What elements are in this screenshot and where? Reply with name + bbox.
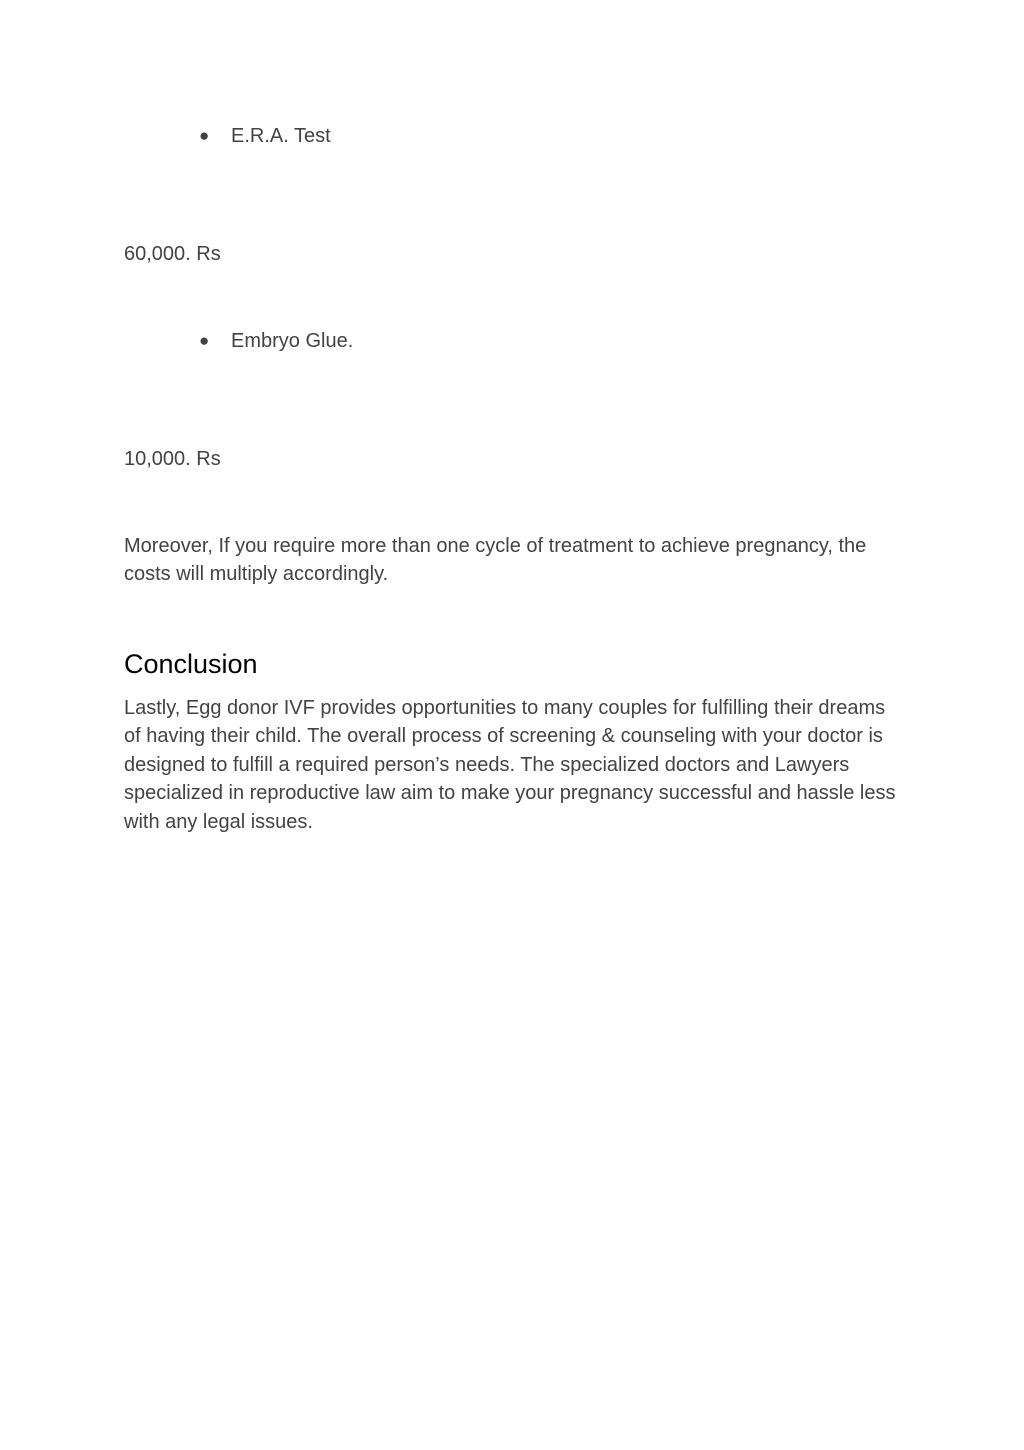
price-text: 10,000. Rs [124,448,221,470]
bullet-icon: ● [199,126,210,145]
list-item-text: E.R.A. Test [231,125,331,147]
cost-note-paragraph: Moreover, If you require more than one cycle of treatment to achieve pregnancy, the costs will multiply accordingly. [124,535,867,586]
list-item-text: Embryo Glue. [231,330,354,352]
conclusion-paragraph: Lastly, Egg donor IVF provides opportunities to many couples for fulfilling their dreams of having their child. The overall process of screening & counseling with your doctor is designed to fulfill a required person’s needs. The specialized doctors and Lawyers specialized in reproductive law aim to make your pregnancy successful and hassle less with any legal issues. [124,697,896,833]
price-text: 60,000. Rs [124,243,221,265]
list-item [199,122,331,150]
list-item [199,327,353,355]
section-heading: Conclusion [124,649,258,679]
bullet-icon: ● [199,331,210,350]
